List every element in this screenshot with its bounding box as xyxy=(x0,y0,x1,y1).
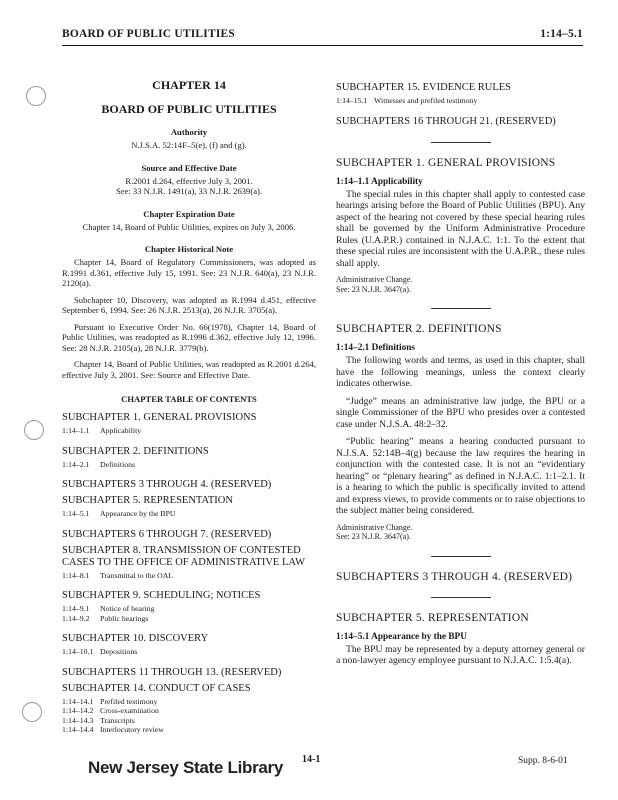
toc-entry xyxy=(62,716,316,726)
section-rule xyxy=(431,597,491,598)
toc-entry-number: 1:14–14.3 xyxy=(62,715,94,725)
toc-entry-title: Public hearings xyxy=(100,613,149,623)
history-note: See: 23 N.J.R. 3647(a). xyxy=(336,284,411,294)
toc-heading: CHAPTER TABLE OF CONTENTS xyxy=(121,394,257,404)
toc-entry xyxy=(62,509,316,519)
toc-entry-title: Transmittal to the OAL xyxy=(100,570,174,580)
toc-entry xyxy=(62,460,316,470)
toc-subchapter-title: SUBCHAPTER 1. GENERAL PROVISIONS xyxy=(62,412,257,423)
toc-entry-title: Applicability xyxy=(100,426,142,435)
section-body: The special rules in this chapter shall apply to contested case hearings arising before the Board of Public Utilities (BPU). Any aspect of the hearing not covered by these special hearing rules shall be governed by the Uniform Administrative Procedure Rules (U.A.P.R.) contained in N.J.A.C. 1:1. To the extent that these special rules are inconsistent with the U.A.P.R., these rules shall apply. xyxy=(336,188,585,269)
toc-subchapter-title: SUBCHAPTER 10. DISCOVERY xyxy=(62,633,209,644)
history-heading: Chapter Historical Note xyxy=(144,244,234,254)
toc-subchapter-title: SUBCHAPTERS 11 THROUGH 13. (RESERVED) xyxy=(62,666,282,678)
toc-entry-title: Interlocutory review xyxy=(100,725,164,734)
header-title: BOARD OF PUBLIC UTILITIES xyxy=(62,28,235,40)
running-header xyxy=(62,28,583,44)
history-paragraph: Chapter 14, Board of Regulatory Commissioners, was adopted as R.1991 d.361, effective July 15, 1991. See: 23 N.J.R. 640(a), 23 N.J.R. 2120(a). xyxy=(62,257,316,288)
section-heading: 1:14–2.1 Definitions xyxy=(336,343,416,354)
section-body: The BPU may be represented by a deputy attorney general or a non-lawyer agency employee pursuant to N.J.A.C. 1:5.4(a). xyxy=(336,643,585,667)
table-of-contents xyxy=(62,412,316,741)
toc-subchapter-title: SUBCHAPTER 15. EVIDENCE RULES xyxy=(336,82,512,93)
header-section: 1:14–5.1 xyxy=(540,28,583,40)
page-number: 14-1 xyxy=(302,754,321,765)
toc-entry-title: Depositions xyxy=(100,647,138,656)
toc-entry-number: 1:14–9.2 xyxy=(62,613,90,623)
subchapter-3-4-title: SUBCHAPTERS 3 THROUGH 4. (RESERVED) xyxy=(336,570,573,583)
chapter-title: BOARD OF PUBLIC UTILITIES xyxy=(101,102,277,116)
toc-entry xyxy=(62,647,316,657)
source-line-2: See: 33 N.J.R. 1491(a), 33 N.J.R. 2639(a). xyxy=(115,186,263,196)
toc-entry xyxy=(62,725,316,735)
history-note: See: 23 N.J.R. 3647(a). xyxy=(336,532,411,542)
subchapter-5-title: SUBCHAPTER 5. REPRESENTATION xyxy=(336,611,529,624)
section-body: “Judge” means an administrative law judge, the BPU or a single Commissioner of the BPU who presides over a contested case under N.J.S.A. 48:2–32. xyxy=(336,395,585,430)
chapter-label: CHAPTER 14 xyxy=(152,78,226,92)
toc-entry xyxy=(62,604,316,614)
section-rule xyxy=(431,142,491,143)
toc-entry-title: Cross-examination xyxy=(100,706,159,715)
source-line-1: R.2001 d.264, effective July 3, 2001. xyxy=(125,175,253,186)
history-note: Administrative Change. xyxy=(336,275,413,284)
toc-entry xyxy=(62,706,316,716)
toc-entry xyxy=(336,96,585,106)
section-rule xyxy=(431,308,491,309)
toc-subchapter-title: SUBCHAPTER 5. REPRESENTATION xyxy=(62,495,233,506)
supplement-date: Supp. 8-6-01 xyxy=(518,756,568,766)
toc-entry-number: 1:14–14.1 xyxy=(62,696,94,706)
history-note: Administrative Change. xyxy=(336,522,413,532)
toc-subchapter-title: SUBCHAPTERS 6 THROUGH 7. (RESERVED) xyxy=(62,528,272,540)
toc-entry-title: Notice of hearing xyxy=(100,604,155,613)
toc-subchapter-title: SUBCHAPTERS 3 THROUGH 4. (RESERVED) xyxy=(62,479,272,490)
toc-subchapter-title: SUBCHAPTER 14. CONDUCT OF CASES xyxy=(62,682,251,694)
toc-entry-number: 1:14–15.1 xyxy=(336,96,368,105)
punch-hole-mark xyxy=(22,702,42,722)
toc-entry-number: 1:14–5.1 xyxy=(62,509,90,518)
toc-entry-number: 1:14–14.4 xyxy=(62,725,94,734)
toc-entry-number: 1:14–2.1 xyxy=(62,459,90,469)
table-of-contents-continued xyxy=(336,82,585,128)
history-paragraph: Pursuant to Executive Order No. 66(1978), Chapter 14, Board of Public Utilities, was readopted as R.1996 d.362, effective July 12, 1996. See: 28 N.J.R. 2105(a), 28 N.J.R. 3779(b). xyxy=(62,321,316,353)
toc-entry-title: Prefiled testimony xyxy=(100,696,158,706)
expiration-text: Chapter 14, Board of Public Utilities, expires on July 3, 2006. xyxy=(82,221,296,232)
section-body: “Public hearing” means a hearing conducted pursuant to N.J.S.A. 52:14B–4(g) because the law requires the hearing in conjunction with the contested case. It is not an “evidentiary hearing” or “plenary hearing” as defined in N.J.A.C. 1:1–2.1. It is a hearing to which the public is specifically invited to attend and express views, to provide comments or to raise objections to the subject matter being considered. xyxy=(336,436,585,517)
punch-hole-mark xyxy=(26,86,46,106)
header-rule xyxy=(62,45,583,46)
punch-hole-mark xyxy=(24,420,44,440)
expiration-heading: Chapter Expiration Date xyxy=(143,208,235,219)
library-stamp: New Jersey State Library xyxy=(88,758,284,777)
toc-entry-title: Definitions xyxy=(100,459,136,469)
authority-heading: Authority xyxy=(170,127,208,137)
section-body: The following words and terms, as used in this chapter, shall have the following meanings, unless the context clearly indicates otherwise. xyxy=(336,355,585,390)
section-heading: 1:14–5.1 Appearance by the BPU xyxy=(336,631,467,642)
toc-entry xyxy=(62,697,316,707)
toc-entry-number: 1:14–10.1 xyxy=(62,647,94,656)
right-column xyxy=(336,78,585,673)
source-heading: Source and Effective Date xyxy=(141,162,237,173)
toc-entry xyxy=(62,571,316,581)
toc-entry-title: Witnesses and prefiled testimony xyxy=(374,96,478,105)
section-heading: 1:14–1.1 Applicability xyxy=(336,176,423,187)
left-column xyxy=(62,78,316,741)
history-paragraph: Chapter 14, Board of Public Utilities, was readopted as R.2001 d.264, effective July 3, 2001. See: Source and Effective Date. xyxy=(62,359,316,380)
toc-entry-number: 1:14–1.1 xyxy=(62,426,90,435)
subchapter-2-title: SUBCHAPTER 2. DEFINITIONS xyxy=(336,323,502,336)
toc-entry xyxy=(62,426,316,436)
toc-entry-title: Appearance by the BPU xyxy=(100,509,176,518)
toc-subchapter-title: SUBCHAPTER 8. TRANSMISSION OF CONTESTED CASES TO THE OFFICE OF ADMINISTRATIVE LAW xyxy=(62,544,306,568)
authority-text: N.J.S.A. 52:14F–5(e), (f) and (g). xyxy=(131,140,247,150)
section-rule xyxy=(431,556,491,557)
toc-subchapter-title: SUBCHAPTER 2. DEFINITIONS xyxy=(62,445,209,457)
toc-subchapter-title: SUBCHAPTER 9. SCHEDULING; NOTICES xyxy=(62,590,261,601)
toc-entry-number: 1:14–14.2 xyxy=(62,706,94,715)
toc-entry-number: 1:14–8.1 xyxy=(62,570,90,580)
toc-subchapter-title: SUBCHAPTERS 16 THROUGH 21. (RESERVED) xyxy=(336,115,556,127)
toc-entry xyxy=(62,614,316,624)
toc-entry-title: Transcripts xyxy=(100,715,135,725)
toc-entry-number: 1:14–9.1 xyxy=(62,604,90,613)
history-paragraph: Subchapter 10, Discovery, was adopted as R.1994 d.451, effective September 6, 1994. See: 26 N.J.R. 2513(a), 26 N.J.R. 3705(a). xyxy=(62,294,316,315)
subchapter-1-title: SUBCHAPTER 1. GENERAL PROVISIONS xyxy=(336,156,556,169)
